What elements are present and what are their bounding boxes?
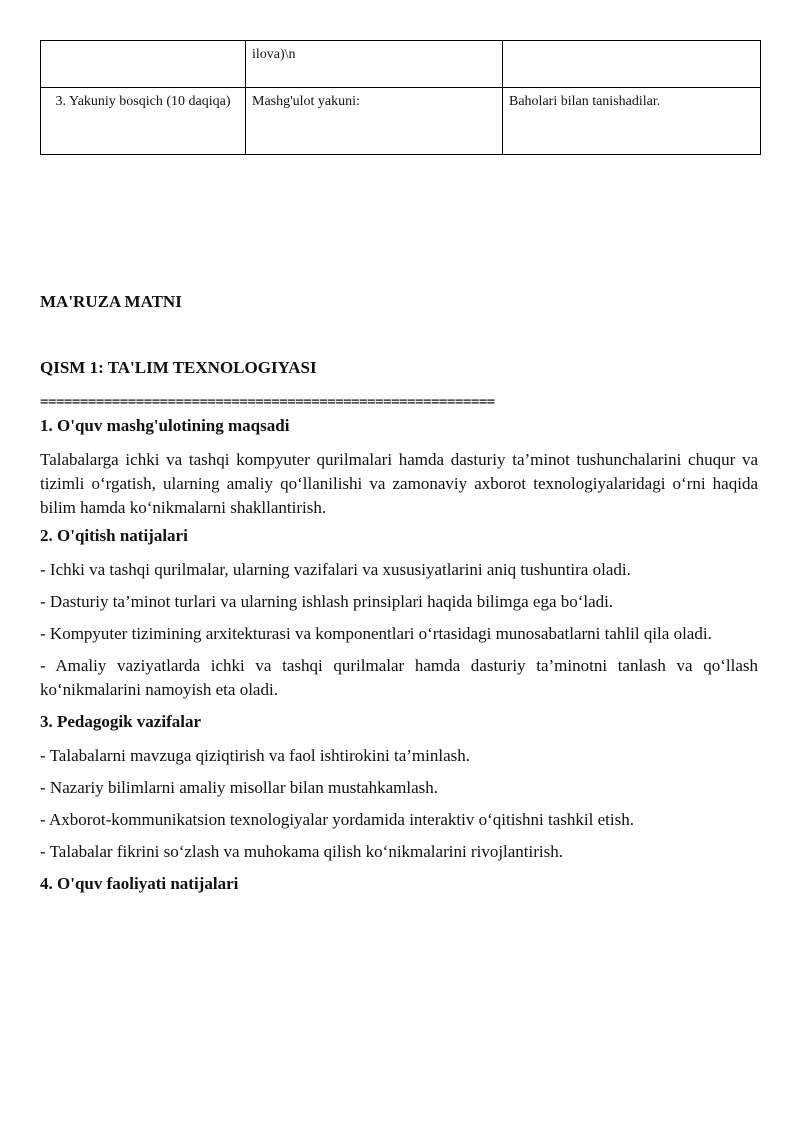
section-title-activity-results: 4. O'quv faoliyati natijalari [40, 874, 239, 893]
list-item: - Ichki va tashqi qurilmalar, ularning vazifalari va xususiyatlarini aniq tushuntira oladi. [40, 560, 631, 579]
tasks-list [40, 744, 758, 864]
lesson-plan-table [40, 40, 761, 155]
list-item: - Kompyuter tizimining arxitekturasi va komponentlari o‘rtasidagi munosabatlarni tahlil qila oladi. [40, 624, 712, 643]
separator-line: ========================================================= [40, 394, 495, 410]
section-title-goal: 1. O'quv mashg'ulotining maqsadi [40, 416, 290, 435]
lecture-text [40, 290, 758, 896]
section-title-outcomes: 2. O'qitish natijalari [40, 526, 188, 545]
list-item: - Axborot-kommunikatsion texnologiyalar yordamida interaktiv o‘qitishni tashkil etish. [40, 810, 634, 829]
table-cell-activity: Mashg'ulot yakuni: [246, 88, 503, 155]
part-title: QISM 1: TA'LIM TEXNOLOGIYASI [40, 358, 317, 377]
table-cell-student-action: Baholari bilan tanishadilar. [503, 88, 761, 155]
list-item: - Dasturiy ta’minot turlari va ularning ishlash prinsiplari haqida bilimga ega bo‘ladi. [40, 592, 614, 611]
goal-paragraph: Talabalarga ichki va tashqi kompyuter qurilmalari hamda dasturiy ta’minot tushunchalarini chuqur va tizimli o‘rgatish, ularning amaliy qo‘llanilishi va zamonaviy axborot texnologiyalaridagi o‘rni haqida bilim hamda ko‘nikmalarni shakllantirish. [40, 450, 758, 517]
table-cell-stage: 3. Yakuniy bosqich (10 daqiqa) [41, 88, 246, 155]
list-item: - Amaliy vaziyatlarda ichki va tashqi qurilmalar hamda dasturiy ta’minotni tanlash va qo‘llash ko‘nikmalarini namoyish eta oladi. [40, 656, 758, 699]
list-item: - Talabalar fikrini so‘zlash va muhokama qilish ko‘nikmalarini rivojlantirish. [40, 842, 564, 861]
table-row [41, 88, 761, 155]
lecture-heading: MA'RUZA MATNI [40, 292, 182, 311]
table-cell [503, 41, 761, 88]
section-title-tasks: 3. Pedagogik vazifalar [40, 712, 202, 731]
table-cell [41, 41, 246, 88]
table-cell: ilova)\n [246, 41, 503, 88]
list-item: - Talabalarni mavzuga qiziqtirish va faol ishtirokini ta’minlash. [40, 746, 470, 765]
outcomes-list [40, 558, 758, 702]
table-row [41, 41, 761, 88]
list-item: - Nazariy bilimlarni amaliy misollar bilan mustahkamlash. [40, 778, 438, 797]
